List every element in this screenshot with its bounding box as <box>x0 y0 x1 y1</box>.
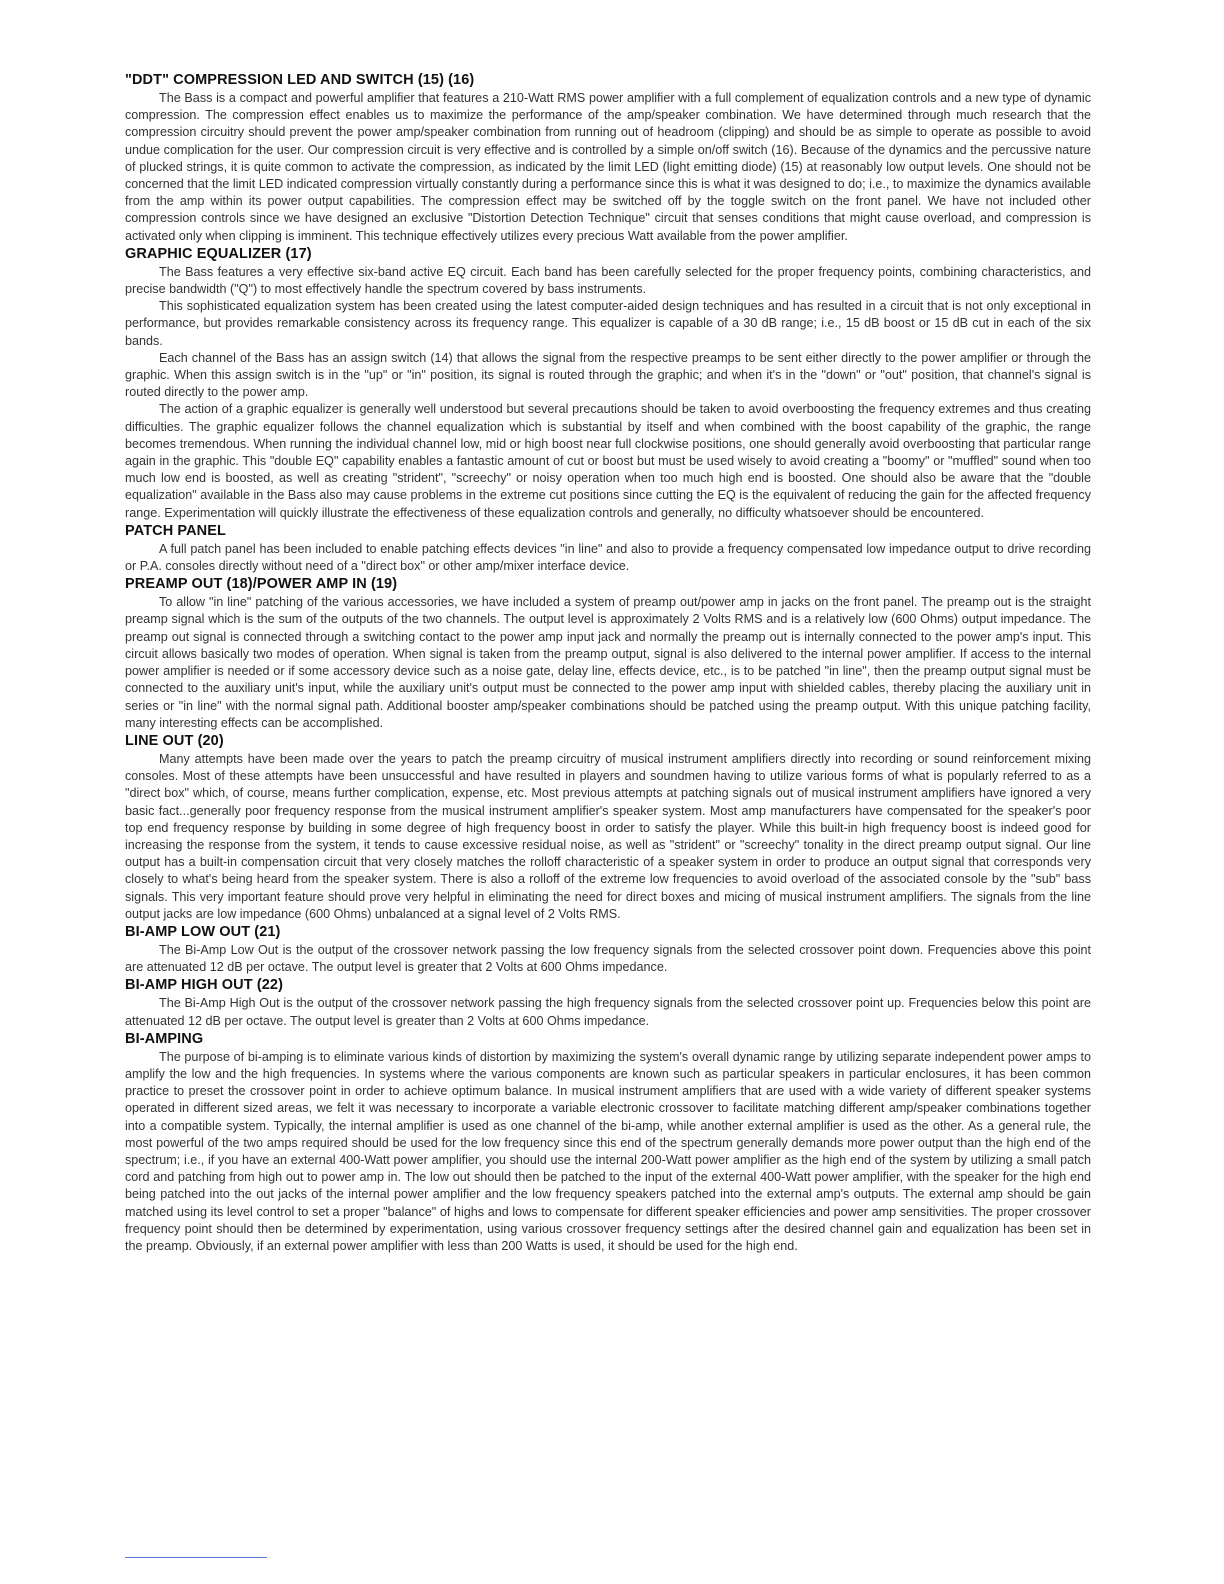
paragraph: The Bi-Amp High Out is the output of the crossover network passing the high frequency signals from the selected crossover point up. Frequencies below this point are attenuated 12 dB per octave. The output level is greater than 2 Volts at 600 Ohms impedance. <box>125 996 1091 1028</box>
paragraph: The Bi-Amp Low Out is the output of the crossover network passing the low frequency signals from the selected crossover point down. Frequencies above this point are attenuated 12 dB per octave. The output level is greater that 2 Volts at 600 Ohms impedance. <box>125 942 1091 975</box>
paragraph: To allow "in line" patching of the various accessories, we have included a system of preamp out/power amp in jacks on the front panel. The preamp out is the straight preamp signal which is the sum of the outputs of the two channels. The output level is approximately 2 Volts RMS and is a relatively low (600 Ohms) output impedance. The preamp out signal is connected through a switching contact to the power amp input jack and normally the preamp out is internally connected to the power amp's input. This circuit allows basically two modes of operation. When signal is taken from the preamp output, signal is also delivered to the internal power amplifier. If access to the internal power amplifier is needed or if some accessory device such as a noise gate, delay line, effects device, etc., is to be patched "in line", then the preamp output signal must be connected to the auxiliary unit's input, while the auxiliary unit's output must be connected to the power amp input with shielded cables, thereby placing the auxiliary unit in series or "in line" with the normal signal path. Additional booster amp/speaker combinations should be patched using the preamp output. With this unique patching facility, many interesting effects can be accomplished. <box>125 595 1091 730</box>
section-preamp-out-power-amp-in <box>125 575 1091 732</box>
section-bi-amp-low-out <box>125 923 1091 976</box>
paragraph: The Bass features a very effective six-band active EQ circuit. Each band has been carefully selected for the proper frequency points, combining characteristics, and precise bandwidth ("Q") to most effectively handle the spectrum covered by bass instruments. <box>125 264 1091 297</box>
section-bi-amping <box>125 1030 1091 1255</box>
paragraph: The action of a graphic equalizer is generally well understood but several precautions should be taken to avoid overboosting the frequency extremes and thus creating difficulties. The graphic equalizer follows the channel equalization which is substantial by itself and when combined with the boost capability of the graphic, the range becomes tremendous. When running the individual channel low, mid or high boost near full clockwise positions, one should generally avoid overboosting that particular range again in the graphic. This "double EQ" capability enables a fantastic amount of cut or boost but must be used wisely to avoid creating a "boomy" or "muffled" sound when too much low end is boosted, as well as creating "strident", "screechy" or noisy operation when too much high end is boosted. One should also be aware that the "double equalization" available in the Bass also may cause problems in the extreme cut positions since cutting the EQ is the equivalent of reducing the gain for the affected frequency range. Experimentation will quickly illustrate the effectiveness of these equalization controls and generally, no difficulty whatsoever should be encountered. <box>125 402 1091 520</box>
footnote-divider <box>125 1557 267 1558</box>
section-heading: PREAMP OUT (18)/POWER AMP IN (19) <box>125 576 398 593</box>
section-heading: BI-AMP HIGH OUT (22) <box>125 977 284 994</box>
section-patch-panel <box>125 522 1091 575</box>
paragraph: A full patch panel has been included to enable patching effects devices "in line" and also to provide a frequency compensated low impedance output to drive recording or P.A. consoles directly without need of a "direct box" or other amp/mixer interface device. <box>125 541 1091 574</box>
section-line-out <box>125 732 1091 923</box>
paragraph: Many attempts have been made over the years to patch the preamp circuitry of musical instrument amplifiers directly into recording or sound reinforcement mixing consoles. Most of these attempts have been unsuccessful and have resulted in players and soundmen having to utilize various forms of what is popularly referred to as a "direct box" which, of course, means further complication, expense, etc. Most previous attempts at patching signals out of musical instrument amplifiers have ignored a very basic fact...generally poor frequency response from the musical instrument amplifier's speaker system. Most amp manufacturers have compensated for the speaker's poor top end frequency response by building in some degree of high frequency boost in order to satisfy the player. While this built-in high frequency boost is indeed good for increasing the response from the system, it tends to cause excessive residual noise, as well as "strident" or "screechy" tonality in the direct preamp output signal. Our line output has a built-in compensation circuit that very closely matches the rolloff characteristic of a speaker system in order to produce an output signal that corresponds very closely to what's being heard from the speaker system. There is also a rolloff of the extreme low frequencies to avoid overload of the associated console by the "sub" bass signals. This very important feature should prove very helpful in eliminating the need for direct boxes and micing of musical instrument amplifiers. The signals from the line output jacks are low impedance (600 Ohms) unbalanced at a signal level of 2 Volts RMS. <box>125 751 1091 921</box>
paragraph: The purpose of bi-amping is to eliminate various kinds of distortion by maximizing the system's overall dynamic range by utilizing separate independent power amps to amplify the low and the high frequencies. In systems where the various components are known such as particular speakers in particular enclosures, it has been common practice to preset the crossover point in order to achieve optimum balance. In musical instrument amplifiers that are used with a wide variety of different speaker systems operated in different sized areas, we felt it was necessary to incorporate a variable electronic crossover to facilitate matching different amp/speaker combinations together into a compatible system. Typically, the internal amplifier is used as one channel of the bi-amp, while another external amplifier is used as the other. As a general rule, the most powerful of the two amps required should be used for the low frequency since this end of the spectrum generally demands more power output than the high end of the spectrum; i.e., if you have an external 400-Watt power amplifier, you should use the internal 200-Watt power amplifier as the high end of the system by utilizing a small patch cord and patching from high out to power amp in. The low out should then be patched to the input of the external 400-Watt power amplifier, with the speaker for the high end being patched into the out jacks of the internal power amplifier and the low frequency speakers patched into the external amp's outputs. The external amp should be gain matched using its level control to set a proper "balance" of highs and lows to compensate for different speaker efficiencies and power amp sensitivities. The proper crossover frequency point should then be determined by experimentation, using various crossover frequency settings after the desired channel gain and equalization has been set in the preamp. Obviously, if an external power amplifier with less than 200 Watts is used, it should be used for the high end. <box>125 1049 1091 1253</box>
section-heading: BI-AMPING <box>125 1030 204 1047</box>
paragraph: The Bass is a compact and powerful amplifier that features a 210-Watt RMS power amplifier with a full complement of equalization controls and a new type of dynamic compression. The compression effect enables us to maximize the performance of the amp/speaker combination. We have determined through much research that the compression circuitry should prevent the power amp/speaker combination from running out of headroom (clipping) and should be as simple to operate as possible to avoid undue complication for the user. Our compression circuit is very effective and is controlled by a simple on/off switch (16). Because of the dynamics and the percussive nature of plucked strings, it is quite common to activate the compression, as indicated by the limit LED (light emitting diode) (15) at reasonably low output levels. One should not be concerned that the limit LED indicated compression virtually constantly during a performance since this is what it was designed to do; i.e., to maximize the dynamics available from the amp within its power output capabilities. The compression effect may be switched off by the toggle switch on the front panel. We have not included other compression controls since we have designed an exclusive "Distortion Detection Technique" circuit that senses conditions that might cause overload, and compression is activated only when clipping is imminent. This technique effectively utilizes every precious Watt available from the power amplifier. <box>125 91 1091 243</box>
section-heading: PATCH PANEL <box>125 522 226 539</box>
document-page <box>125 71 1091 1255</box>
section-heading: GRAPHIC EQUALIZER (17) <box>125 245 312 262</box>
section-heading: BI-AMP LOW OUT (21) <box>125 923 281 940</box>
paragraph: Each channel of the Bass has an assign switch (14) that allows the signal from the respective preamps to be sent either directly to the power amplifier or through the graphic. When this assign switch is in the "up" or "in" position, its signal is routed through the graphic; and when it's in the "down" or "out" position, that channel's signal is routed directly to the power amp. <box>125 350 1091 400</box>
section-heading: "DDT" COMPRESSION LED AND SWITCH (15) (16) <box>125 72 475 88</box>
section-heading: LINE OUT (20) <box>125 732 224 749</box>
section-graphic-equalizer <box>125 245 1091 522</box>
paragraph: This sophisticated equalization system has been created using the latest computer-aided design techniques and has resulted in a circuit that is not only exceptional in performance, but provides remarkable consistency across its frequency range. This equalizer is capable of a 30 dB range; i.e., 15 dB boost or 15 dB cut in each of the six bands. <box>125 299 1091 348</box>
section-bi-amp-high-out <box>125 976 1091 1029</box>
section-ddt-compression <box>125 71 1091 245</box>
